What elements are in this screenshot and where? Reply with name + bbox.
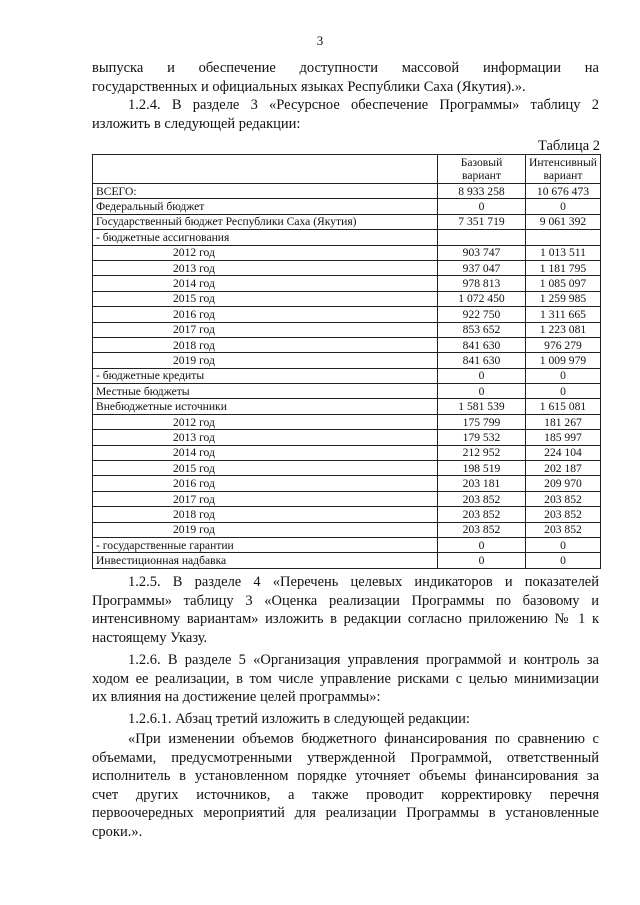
intensive-value: 1 181 795 <box>525 260 600 275</box>
intensive-value <box>525 230 600 245</box>
table-row <box>93 230 601 245</box>
intensive-value: 203 852 <box>525 507 600 522</box>
page-number: 3 <box>316 33 324 48</box>
resource-table <box>92 154 601 569</box>
row-label: 2012 год <box>93 414 438 429</box>
table-row <box>93 414 601 429</box>
intensive-value: 1 009 979 <box>525 353 600 368</box>
table-row <box>93 476 601 491</box>
row-label: 2014 год <box>93 276 438 291</box>
table-row <box>93 353 601 368</box>
text-line: 1.2.6. В разделе 5 «Организация управления программой и контроль за <box>128 652 599 668</box>
base-value: 978 813 <box>438 276 526 291</box>
text-line: интенсивному вариантам» изложить в редакции согласно приложению № 1 к <box>92 611 599 627</box>
table-row <box>93 384 601 399</box>
table-row <box>93 507 601 522</box>
table-row <box>93 245 601 260</box>
base-value: 922 750 <box>438 307 526 322</box>
base-value: 1 581 539 <box>438 399 526 414</box>
intro-line-4: изложить в следующей редакции: <box>92 115 301 132</box>
intro-line-2: государственных и официальных языках Республики Саха (Якутия).». <box>92 78 526 95</box>
intensive-value: 224 104 <box>525 445 600 460</box>
base-value: 0 <box>438 368 526 383</box>
text-line: счет других источников, а также проводит корректировку перечня <box>92 786 599 803</box>
table-row <box>93 553 601 568</box>
table-row <box>93 322 601 337</box>
section-1-2-6-1 <box>92 710 599 729</box>
row-label: Федеральный бюджет <box>93 199 438 214</box>
row-label: 2014 год <box>93 445 438 460</box>
row-label: 2016 год <box>93 307 438 322</box>
table-row <box>93 491 601 506</box>
word: информации <box>482 60 561 76</box>
base-value: 903 747 <box>438 245 526 260</box>
table-row <box>93 461 601 476</box>
quoted-paragraph <box>92 730 599 841</box>
row-label: Внебюджетные источники <box>93 399 438 414</box>
intro-line-3: 1.2.4. В разделе 3 «Ресурсное обеспечение Программы» таблицу 2 <box>128 97 599 113</box>
header-cell-intensive: Интенсивный вариант <box>525 155 600 184</box>
row-label: 2019 год <box>93 522 438 537</box>
base-value: 203 181 <box>438 476 526 491</box>
row-label: 2013 год <box>93 260 438 275</box>
row-label: 2017 год <box>93 322 438 337</box>
text-line: ходом ее реализации, в том числе управление рисками с целью минимизации <box>92 670 599 687</box>
table-row <box>93 214 601 229</box>
word: массовой <box>401 60 460 76</box>
intensive-value: 0 <box>525 199 600 214</box>
intensive-value: 1 615 081 <box>525 399 600 414</box>
base-value: 841 630 <box>438 353 526 368</box>
base-value: 0 <box>438 553 526 568</box>
intensive-value: 202 187 <box>525 461 600 476</box>
row-label: ВСЕГО: <box>93 184 438 199</box>
word: обеспечение <box>198 60 276 76</box>
table-row <box>93 260 601 275</box>
row-label: 2013 год <box>93 430 438 445</box>
base-value: 0 <box>438 384 526 399</box>
intensive-value: 0 <box>525 537 600 552</box>
section-1-2-5 <box>92 573 599 647</box>
intensive-value: 203 852 <box>525 491 600 506</box>
row-label: 2012 год <box>93 245 438 260</box>
table-row <box>93 307 601 322</box>
base-value: 0 <box>438 537 526 552</box>
intensive-value: 0 <box>525 368 600 383</box>
row-label: Государственный бюджет Республики Саха (Якутия) <box>93 214 438 229</box>
table-row <box>93 537 601 552</box>
row-label: 2017 год <box>93 491 438 506</box>
base-value: 175 799 <box>438 414 526 429</box>
base-value: 179 532 <box>438 430 526 445</box>
intensive-value: 1 013 511 <box>525 245 600 260</box>
intensive-value: 0 <box>525 553 600 568</box>
row-label: - государственные гарантии <box>93 537 438 552</box>
table-row <box>93 291 601 306</box>
row-label: Инвестиционная надбавка <box>93 553 438 568</box>
row-label: Местные бюджеты <box>93 384 438 399</box>
word: доступности <box>299 60 379 76</box>
word: выпуска <box>92 60 144 76</box>
intensive-value: 976 279 <box>525 337 600 352</box>
table-row <box>93 276 601 291</box>
base-value: 212 952 <box>438 445 526 460</box>
table-row <box>93 368 601 383</box>
base-value: 203 852 <box>438 491 526 506</box>
intensive-value: 10 676 473 <box>525 184 600 199</box>
intensive-value: 1 311 665 <box>525 307 600 322</box>
intensive-value: 209 970 <box>525 476 600 491</box>
intro-paragraph <box>92 59 599 133</box>
row-label: 2016 год <box>93 476 438 491</box>
base-value: 1 072 450 <box>438 291 526 306</box>
base-value: 0 <box>438 199 526 214</box>
intensive-value: 203 852 <box>525 522 600 537</box>
base-value: 853 652 <box>438 322 526 337</box>
table-row <box>93 337 601 352</box>
base-value: 8 933 258 <box>438 184 526 199</box>
word: на <box>584 60 599 76</box>
text-line: их влияния на достижение целей программы»: <box>92 689 381 705</box>
intensive-value: 1 259 985 <box>525 291 600 306</box>
table-caption: Таблица 2 <box>537 138 600 154</box>
row-label: - бюджетные кредиты <box>93 368 438 383</box>
base-value: 841 630 <box>438 337 526 352</box>
intensive-value: 1 085 097 <box>525 276 600 291</box>
table-row <box>93 399 601 414</box>
intensive-value: 9 061 392 <box>525 214 600 229</box>
base-value: 937 047 <box>438 260 526 275</box>
text-line: Программы» таблицу 3 «Оценка реализации Программы по базовому и <box>92 592 599 609</box>
row-label: 2018 год <box>93 337 438 352</box>
row-label: 2019 год <box>93 353 438 368</box>
text-line: сроки.». <box>92 823 143 840</box>
base-value: 203 852 <box>438 507 526 522</box>
base-value: 203 852 <box>438 522 526 537</box>
text-line: настоящему Указу. <box>92 629 208 646</box>
text-line: 1.2.5. В разделе 4 «Перечень целевых индикаторов и показателей <box>128 574 599 590</box>
text-line: «При изменении объемов бюджетного финансирования по сравнению с <box>128 731 599 747</box>
intensive-value: 185 997 <box>525 430 600 445</box>
intensive-value: 1 223 081 <box>525 322 600 337</box>
table-row <box>93 522 601 537</box>
row-label: 2015 год <box>93 461 438 476</box>
header-cell-base: Базовый вариант <box>438 155 526 184</box>
text-line: первоочередных мероприятий для реализации Программы в установленные <box>92 805 599 821</box>
row-label: 2015 год <box>93 291 438 306</box>
base-value <box>438 230 526 245</box>
table-row <box>93 445 601 460</box>
intensive-value: 181 267 <box>525 414 600 429</box>
text-line: 1.2.6.1. Абзац третий изложить в следующей редакции: <box>128 711 470 727</box>
table-row <box>93 430 601 445</box>
intensive-value: 0 <box>525 384 600 399</box>
table-header-row <box>93 155 601 184</box>
word: и <box>167 60 175 76</box>
table-row <box>93 184 601 199</box>
base-value: 198 519 <box>438 461 526 476</box>
text-line: объемами, предусмотренными утвержденной Программой, ответственный <box>92 749 599 766</box>
row-label: 2018 год <box>93 507 438 522</box>
text-line: исполнитель в установленном порядке уточняет объемы финансирования за <box>92 768 599 784</box>
table-row <box>93 199 601 214</box>
section-1-2-6 <box>92 651 599 707</box>
header-cell-label <box>93 155 438 184</box>
intro-line-1 <box>92 59 599 78</box>
row-label: - бюджетные ассигнования <box>93 230 438 245</box>
base-value: 7 351 719 <box>438 214 526 229</box>
